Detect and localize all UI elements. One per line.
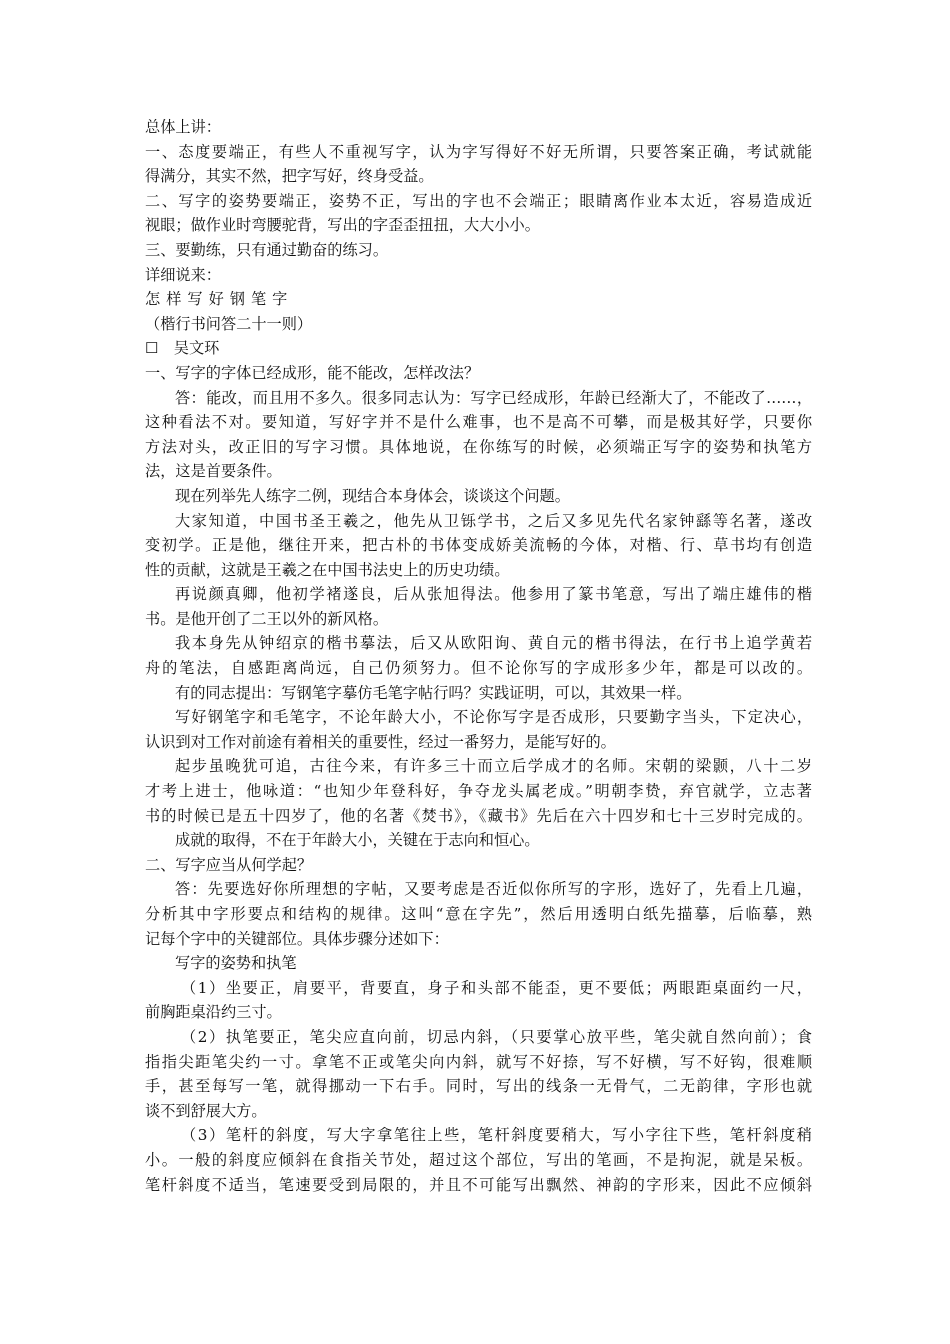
text-line: 成就的取得，不在于年龄大小，关键在于志向和恒心。 (175, 831, 540, 850)
text-line: 指指尖距笔尖约一寸。拿笔不正或笔尖向内斜，就写不好捺，写不好横，写不好钩，很难顺 (145, 1052, 812, 1071)
text-line: 认识到对工作对前途有着相关的重要性，经过一番努力，是能写好的。 (145, 732, 616, 751)
text-line: 性的贡献，这就是王羲之在中国书法史上的历史功绩。 (145, 560, 510, 579)
text-line: 二、写字的姿势要端正，姿势不正，写出的字也不会端正；眼睛离作业本太近，容易造成近 (145, 191, 812, 210)
text-line: 总体上讲： (145, 118, 221, 136)
text-line: 舟的笔法，自感距离尚远，自己仍须努力。但不论你写的字成形多少年，都是可以改的。 (145, 659, 812, 678)
text-line: 视眼；做作业时弯腰驼背，写出的字歪歪扭扭，大大小小。 (145, 216, 540, 235)
text-line: 分析其中字形要点和结构的规律。这叫“意在字先”，然后用透明白纸先描摹，后临摹，熟 (145, 905, 812, 923)
text-line: 得满分，其实不然，把字写好，终身受益。 (145, 167, 434, 186)
text-line: 谈不到舒展大方。 (145, 1101, 267, 1120)
text-line: 我本身先从钟绍京的楷书摹法，后又从欧阳询、黄自元的楷书得法，在行书上追学黄若 (175, 634, 812, 653)
text-line: 怎样写好钢笔字 (145, 290, 294, 309)
text-line: 法，这是首要条件。 (145, 462, 282, 481)
text-line: 答：能改，而且用不多久。很多同志认为：写字已经成形，年龄已经渐大了，不能改了……， (175, 388, 812, 407)
text-line: （2）执笔要正，笔尖应直向前，切忌内斜，（只要掌心放平些，笔尖就自然向前）；食 (181, 1027, 812, 1046)
text-line: 小。一般的斜度应倾斜在食指关节处，超过这个部位，写出的笔画，不是拘泥，就是呆板。 (145, 1150, 812, 1169)
text-line: 笔杆斜度不适当，笔速要受到局限的，并且不可能写出飘然、神韵的字形来，因此不应倾斜 (145, 1175, 812, 1194)
text-line: 有的同志提出：写钢笔字摹仿毛笔字帖行吗？实践证明，可以，其效果一样。 (175, 683, 692, 702)
text-line: 答：先要选好你所理想的字帖，又要考虑是否近似你所写的字形，选好了，先看上几遍， (175, 880, 812, 899)
text-line: 方法对头，改正旧的写字习惯。具体地说，在你练写的时候，必须端正写字的姿势和执笔方 (145, 437, 812, 456)
text-line: 再说颜真卿，他初学褚遂良，后从张旭得法。他参用了篆书笔意，写出了端庄雄伟的楷 (175, 585, 812, 604)
text-line: 一、态度要端正，有些人不重视写字，认为字写得好不好无所谓，只要答案正确，考试就能 (145, 142, 812, 161)
text-line: 前胸距桌沿约三寸。 (145, 1003, 282, 1022)
text-line: 写字的姿势和执笔 (175, 954, 297, 973)
text-line: 三、要勤练，只有通过勤奋的练习。 (145, 240, 388, 259)
text-line: 一、写字的字体已经成形，能不能改，怎样改法？ (145, 363, 480, 382)
text-line: 才考上进士，他咏道：“也知少年登科好，争夺龙头属老成。”明朝李贽，弃官就学，立志著 (145, 782, 812, 801)
text-line: （3）笔杆的斜度，写大字拿笔往上些，笔杆斜度要稍大，写小字往下些，笔杆斜度稍 (181, 1126, 812, 1145)
text-line: 记每个字中的关键部位。具体步骤分述如下： (145, 929, 449, 948)
text-line: 书的时候已是五十四岁了，他的名著《焚书》，《藏书》先后在六十四岁和七十三岁时完成的。 (145, 806, 812, 825)
text-line: 起步虽晚犹可追，古往今来，有许多三十而立后学成才的名师。宋朝的梁颢，八十二岁 (175, 757, 812, 776)
text-line: 写好钢笔字和毛笔字，不论年龄大小，不论你写字是否成形，只要勤字当头，下定决心， (175, 708, 812, 727)
text-line: （楷行书问答二十一则） (145, 314, 313, 333)
text-line: 大家知道，中国书圣王羲之，他先从卫铄学书，之后又多见先代名家钟繇等名著，遂改 (175, 511, 812, 530)
text-line: ☐ 吴文环 (145, 339, 220, 358)
text-line: 书。是他开创了二王以外的新风格。 (145, 609, 388, 628)
text-line: 这种看法不对。要知道，写好字并不是什么难事，也不是高不可攀，而是极其好学，只要你 (145, 413, 812, 432)
text-line: 手，甚至每写一笔，就得挪动一下右手。同时，写出的线条一无骨气，二无韵律，字形也就 (145, 1077, 812, 1096)
text-line: 详细说来： (145, 265, 221, 284)
text-line: 变初学。正是他，继往开来，把古朴的书体变成娇美流畅的今体，对楷、行、草书均有创造 (145, 536, 812, 555)
text-line: 二、写字应当从何学起？ (145, 855, 313, 874)
text-line: （1）坐要正，肩要平，背要直，身子和头部不能歪，更不要低；两眼距桌面约一尺， (181, 978, 812, 997)
document-body (145, 115, 812, 1197)
text-line: 现在列举先人练字二例，现结合本身体会，谈谈这个问题。 (175, 486, 570, 505)
